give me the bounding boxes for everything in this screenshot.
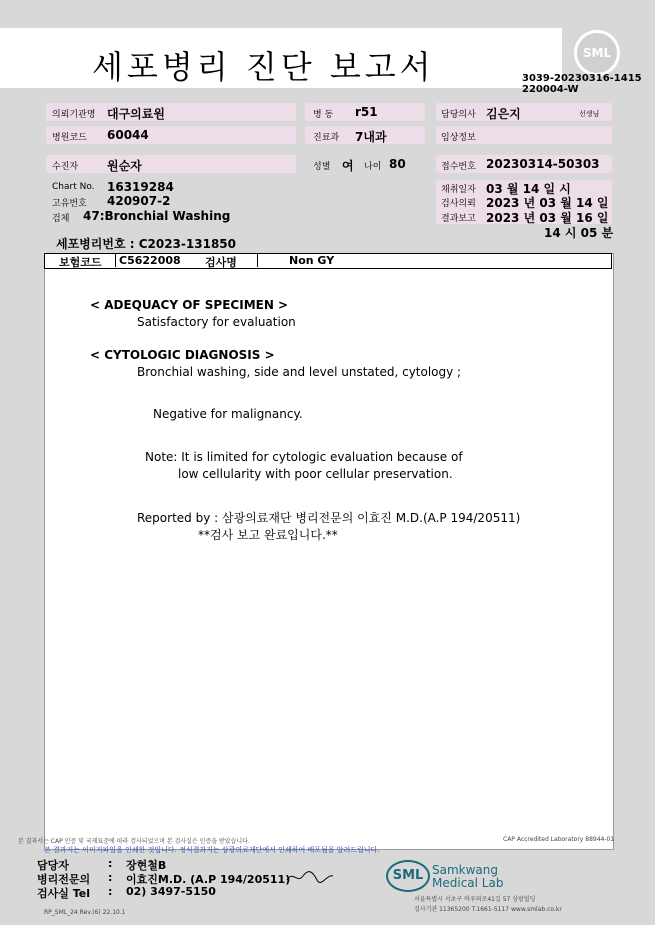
sml-logo-icon: SML	[574, 30, 620, 76]
chart-label: Chart No.	[52, 182, 95, 192]
chart-value: 16319284	[107, 180, 174, 194]
colon: :	[108, 857, 113, 870]
age-value: 80	[389, 157, 406, 171]
fine-print: 본 결과서는 CAP 인증 및 국제표준에 따라 검사되었으며 본 검사실은 인증을 받았습니다.	[18, 838, 250, 845]
report-label: 결과보고	[441, 214, 476, 224]
pathologist-value: 이효진M.D. (A.P 194/20511)	[126, 873, 291, 886]
report-complete: **검사 보고 완료입니다.**	[198, 528, 338, 542]
request-number	[522, 73, 642, 95]
dept-label: 진료과	[313, 133, 340, 143]
note-line1: Note: It is limited for cytologic evaluation because of	[145, 450, 463, 464]
patient-pill	[46, 155, 296, 173]
reported-by: Reported by : 삼광의료재단 병리전문의 이효진 M.D.(A.P 194/20511)	[137, 511, 521, 525]
colon: :	[108, 871, 113, 884]
ward-label: 병 동	[313, 110, 334, 120]
tel-value: 02) 3497-5150	[126, 885, 216, 898]
image-notice: 본 결과지는 이미지파일을 인쇄한 것입니다. 정식결과지는 삼광의료재단에서 인쇄하여 배포됨을 알려드립니다.	[44, 846, 380, 854]
test-name: Non GY	[289, 254, 335, 267]
staff-label: 담당자	[37, 859, 69, 872]
diagnosis-heading: < CYTOLOGIC DIAGNOSIS >	[90, 348, 275, 362]
hospcode-value: 60044	[107, 128, 149, 142]
colon: :	[108, 885, 113, 898]
cap-accreditation: CAP Accredited Laboratory 88944-01	[503, 836, 615, 843]
specimen-label: 검체	[52, 214, 70, 224]
patient-value: 원순자	[107, 159, 142, 173]
note-line2: low cellularity with poor cellular preservation.	[178, 467, 453, 481]
report-title: 세포병리 진단 보고서	[92, 48, 435, 86]
patient-label: 수진자	[52, 162, 79, 172]
uid-value: 420907-2	[107, 194, 171, 208]
sml-footer-logo-icon: SML	[386, 860, 430, 892]
test-name-label: 검사명	[205, 256, 237, 269]
hospital-label: 의뢰기관명	[52, 110, 96, 120]
signature-icon	[285, 868, 335, 886]
divider	[257, 253, 258, 267]
report-time: 14 시 05 분	[544, 226, 614, 240]
sex-label: 성별	[313, 162, 331, 172]
doctor-label: 담당의사	[441, 110, 476, 120]
specimen-value: 47:Bronchial Washing	[83, 209, 231, 223]
clinical-label: 임상정보	[441, 133, 476, 143]
lab-bizno: 검사기관 11365200 T.1661-5117 www.smlab.co.kr	[414, 906, 562, 913]
divider	[115, 253, 116, 267]
report-body	[44, 253, 614, 850]
collect-label: 채취일자	[441, 185, 476, 195]
receipt-value: 20230314-50303	[486, 157, 600, 171]
hospcode-label: 병원코드	[52, 133, 87, 143]
adequacy-text: Satisfactory for evaluation	[137, 315, 296, 329]
insurance-row	[44, 253, 612, 269]
lab-name-line2: Medical Lab	[432, 876, 504, 890]
pathology-number: 세포병리번호 : C2023-131850	[56, 237, 236, 251]
insurance-code: C5622008	[119, 254, 181, 267]
doctor-suffix: 선생님	[579, 110, 600, 118]
request-number-line1: 3039-20230316-1415	[522, 73, 642, 84]
request-number-line2: 220004-W	[522, 84, 579, 95]
hospital-value: 대구의료원	[107, 107, 165, 121]
sex-value: 여	[342, 159, 354, 173]
age-label: 나이	[364, 162, 382, 172]
form-code: RP_SML_24 Rev.(6) 22.10.1	[44, 909, 126, 916]
diagnosis-text: Bronchial washing, side and level unstated, cytology ;	[137, 365, 462, 379]
request-label: 검사의뢰	[441, 199, 476, 209]
collect-value: 03 월 14 일 시	[486, 182, 571, 196]
pathologist-label: 병리전문의	[37, 873, 91, 886]
adequacy-heading: < ADEQUACY OF SPECIMEN >	[90, 298, 289, 312]
lab-address: 서울특별시 서초구 바우뫼로41길 57 삼광빌딩	[414, 896, 536, 903]
uid-label: 고유번호	[52, 199, 87, 209]
ward-value: r51	[355, 105, 378, 119]
doctor-value: 김은지	[486, 107, 521, 121]
staff-value: 장현철B	[126, 859, 167, 872]
report-value: 2023 년 03 월 16 일	[486, 211, 609, 225]
request-value: 2023 년 03 월 14 일	[486, 196, 609, 210]
dept-value: 7내과	[355, 130, 387, 144]
receipt-label: 접수번호	[441, 162, 476, 172]
lab-name	[432, 864, 503, 890]
diagnosis-result: Negative for malignancy.	[153, 407, 303, 421]
lab-name-line1: Samkwang	[432, 863, 498, 877]
tel-label: 검사실 Tel	[37, 887, 90, 900]
insurance-code-label: 보험코드	[59, 256, 102, 269]
